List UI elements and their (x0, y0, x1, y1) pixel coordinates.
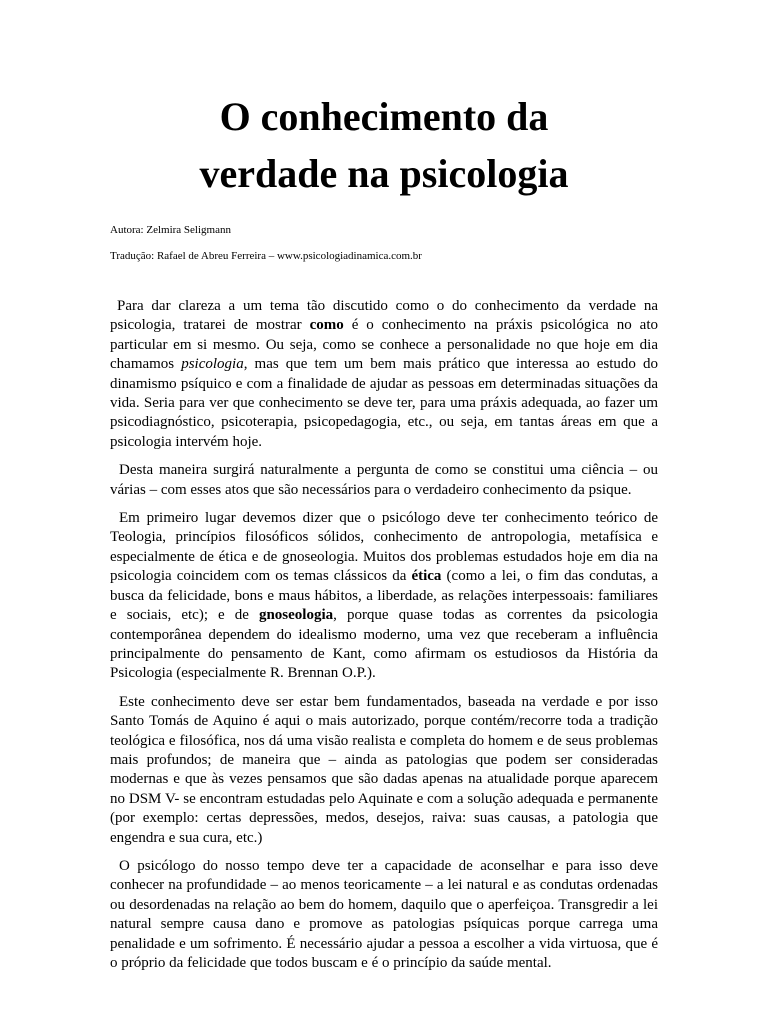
paragraph-4: Este conhecimento deve ser estar bem fundamentados, baseada na verdade e por isso Santo Tomás de Aquino é aqui o mais autorizado, porque contém/recorre toda a tradição teológica e filosófica, nos dá uma visão realista e completa do homem e de seus problemas mais profundos; de maneira que – ainda as patologias que podem ser consideradas modernas e que às vezes pensamos que são dadas apenas na atualidade porque aparecem no DSM V- se encontram estudadas pelo Aquinate e com a solução adequada e permanente (por exemplo: certas depressões, medos, desejos, raiva: suas causas, a patologia que engendra e sua cura, etc.) (110, 693, 658, 846)
article-body (110, 297, 658, 982)
paragraph-1: Para dar clareza a um tema tão discutido como o do conhecimento da verdade na psicologia, tratarei de mostrar como é o conhecimento na práxis psicológica no ato particular em si mesmo. Ou seja, como se conhece a personalidade no que hoje em dia chamamos psicologia, mas que tem um bem mais prático que interessa ao estudo do dinamismo psíquico e com a finalidade de ajudar as pessoas em determinadas situações da vida. Seria para ver que conhecimento se deve ter, para uma práxis adequada, ao fazer um psicodiagnóstico, psicoterapia, psicopedagogia, etc., ou seja, em tantas áreas em que a psicologia intervém hoje. (110, 298, 658, 450)
bold-term-etica: ética (411, 568, 442, 585)
title-line-2: verdade na psicologia (199, 151, 569, 196)
bold-term-gnoseologia: gnoseologia (258, 607, 334, 624)
document-title (0, 88, 768, 202)
italic-term-psicologia: psicologia (181, 356, 244, 373)
paragraph-5: O psicólogo do nosso tempo deve ter a capacidade de aconselhar e para isso deve conhecer na profundidade – ao menos teoricamente – a lei natural e as condutas ordenadas ou desordenadas na relação ao bem do homem, daquilo que o aperfeiçoa. Transgredir a lei natural sempre causa dano e promove as patologias psíquicas porque carrega uma penalidade e um sofrimento. É necessário ajudar a pessoa a escolher a vida virtuosa, que é o próprio da felicidade que todos buscam e é o princípio da saúde mental. (110, 857, 658, 971)
paragraph-3: Em primeiro lugar devemos dizer que o psicólogo deve ter conhecimento teórico de Teologia, princípios filosóficos sólidos, conhecimento de antropologia, metafísica e especialmente de ética e de gnoseologia. Muitos dos problemas estudados hoje em dia na psicologia coincidem com os temas clássicos da ética (como a lei, o fim das condutas, a busca da felicidade, bons e maus hábitos, a liberdade, as relações interpessoais: familiares e sociais, etc); e de gnoseologia, porque quase todas as correntes da psicologia contemporânea dependem do idealismo moderno, uma vez que receberam a influência principalmente do pensamento de Kant, como afirmam os estudiosos da História da Psicologia (especialmente R. Brennan O.P.). (110, 510, 658, 682)
translation-line: Tradução: Rafael de Abreu Ferreira – www.psicologiadinamica.com.br (110, 250, 422, 262)
bold-term-como: como (309, 317, 344, 334)
author-line: Autora: Zelmira Seligmann (110, 224, 231, 236)
paragraph-2: Desta maneira surgirá naturalmente a pergunta de como se constitui uma ciência – ou várias – com esses atos que são necessários para o verdadeiro conhecimento da psique. (110, 462, 658, 498)
title-line-1: O conhecimento da (219, 94, 549, 139)
